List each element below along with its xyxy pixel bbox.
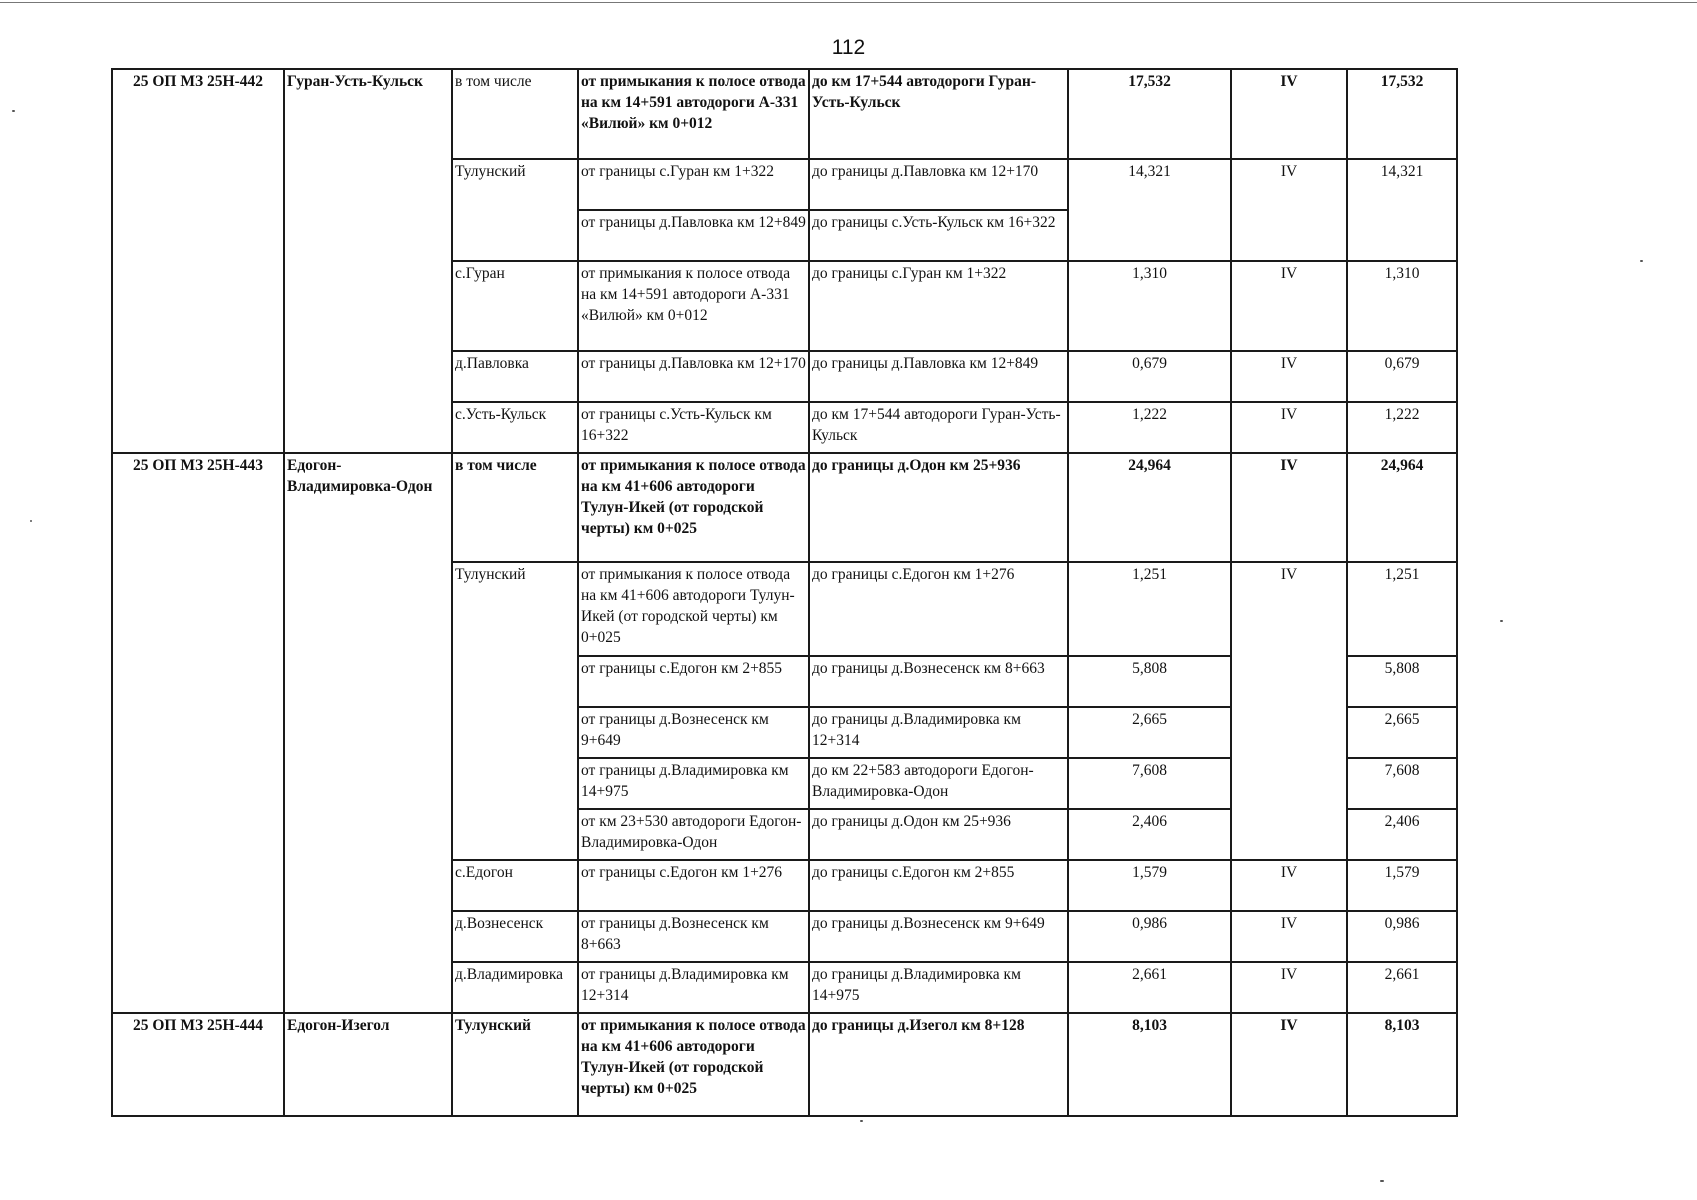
to-cell: до границы д.Изегол км 8+128 (809, 1013, 1068, 1116)
length-cell: 7,608 (1068, 758, 1231, 809)
total-cell: 0,679 (1347, 351, 1457, 402)
category-cell: IV (1231, 69, 1347, 159)
to-cell: до границы д.Вознесенск км 8+663 (809, 656, 1068, 707)
from-cell: от границы д.Владимировка км 12+314 (578, 962, 809, 1013)
total-cell: 2,661 (1347, 962, 1457, 1013)
category-cell: IV (1231, 962, 1347, 1013)
from-cell: от примыкания к полосе отвода на км 14+591 автодороги А-331 «Вилюй» км 0+012 (578, 69, 809, 159)
area-cell: Тулунский (452, 159, 578, 261)
length-cell: 14,321 (1068, 159, 1231, 261)
length-cell: 8,103 (1068, 1013, 1231, 1116)
from-cell: от границы с.Едогон км 2+855 (578, 656, 809, 707)
area-cell: д.Павловка (452, 351, 578, 402)
table-row (112, 453, 1457, 562)
scan-speck (1500, 620, 1503, 622)
to-cell: до границы д.Одон км 25+936 (809, 453, 1068, 562)
category-cell: IV (1231, 1013, 1347, 1116)
total-cell: 1,310 (1347, 261, 1457, 351)
from-cell: от границы с.Усть-Кульск км 16+322 (578, 402, 809, 453)
from-cell: от км 23+530 автодороги Едогон-Владимировка-Одон (578, 809, 809, 860)
total-cell: 2,406 (1347, 809, 1457, 860)
area-cell: в том числе (452, 69, 578, 159)
category-cell: IV (1231, 159, 1347, 261)
length-cell: 0,679 (1068, 351, 1231, 402)
from-cell: от примыкания к полосе отвода на км 41+606 автодороги Тулун-Икей (от городской черты) км 0+025 (578, 1013, 809, 1116)
road-code: 25 ОП МЗ 25Н-444 (112, 1013, 284, 1116)
table-row (112, 1013, 1457, 1116)
road-code: 25 ОП МЗ 25Н-443 (112, 453, 284, 1013)
to-cell: до границы д.Павловка км 12+170 (809, 159, 1068, 210)
to-cell: до границы д.Одон км 25+936 (809, 809, 1068, 860)
scan-speck (12, 110, 15, 112)
length-cell: 24,964 (1068, 453, 1231, 562)
road-code: 25 ОП МЗ 25Н-442 (112, 69, 284, 453)
road-name: Едогон-Изегол (284, 1013, 452, 1116)
from-cell: от границы с.Гуран км 1+322 (578, 159, 809, 210)
total-cell: 8,103 (1347, 1013, 1457, 1116)
area-cell: д.Вознесенск (452, 911, 578, 962)
to-cell: до км 22+583 автодороги Едогон-Владимировка-Одон (809, 758, 1068, 809)
from-cell: от границы д.Вознесенск км 9+649 (578, 707, 809, 758)
from-cell: от границы д.Вознесенск км 8+663 (578, 911, 809, 962)
total-cell: 1,579 (1347, 860, 1457, 911)
total-cell: 1,222 (1347, 402, 1457, 453)
area-cell: в том числе (452, 453, 578, 562)
total-cell: 1,251 (1347, 562, 1457, 656)
scan-speck (1380, 1180, 1384, 1182)
scan-speck (860, 1120, 863, 1122)
category-cell: IV (1231, 453, 1347, 562)
from-cell: от примыкания к полосе отвода на км 41+606 автодороги Тулун-Икей (от городской черты) км 0+025 (578, 453, 809, 562)
length-cell: 1,251 (1068, 562, 1231, 656)
to-cell: до границы с.Гуран км 1+322 (809, 261, 1068, 351)
scan-top-edge (0, 2, 1697, 3)
total-cell: 2,665 (1347, 707, 1457, 758)
category-cell: IV (1231, 402, 1347, 453)
length-cell: 2,661 (1068, 962, 1231, 1013)
table-row (112, 69, 1457, 159)
to-cell: до км 17+544 автодороги Гуран-Усть-Кульск (809, 402, 1068, 453)
category-cell: IV (1231, 351, 1347, 402)
to-cell: до границы с.Едогон км 1+276 (809, 562, 1068, 656)
length-cell: 1,579 (1068, 860, 1231, 911)
to-cell: до границы д.Владимировка км 12+314 (809, 707, 1068, 758)
from-cell: от границы д.Владимировка км 14+975 (578, 758, 809, 809)
from-cell: от примыкания к полосе отвода на км 14+591 автодороги А-331 «Вилюй» км 0+012 (578, 261, 809, 351)
total-cell: 7,608 (1347, 758, 1457, 809)
length-cell: 2,665 (1068, 707, 1231, 758)
to-cell: до границы д.Павловка км 12+849 (809, 351, 1068, 402)
length-cell: 1,222 (1068, 402, 1231, 453)
area-cell: д.Владимировка (452, 962, 578, 1013)
from-cell: от границы д.Павловка км 12+849 (578, 210, 809, 261)
to-cell: до км 17+544 автодороги Гуран-Усть-Кульск (809, 69, 1068, 159)
page-number: 112 (831, 36, 866, 59)
length-cell: 0,986 (1068, 911, 1231, 962)
road-name: Едогон-Владимировка-Одон (284, 453, 452, 1013)
to-cell: до границы с.Едогон км 2+855 (809, 860, 1068, 911)
total-cell: 0,986 (1347, 911, 1457, 962)
length-cell: 2,406 (1068, 809, 1231, 860)
area-cell: с.Усть-Кульск (452, 402, 578, 453)
length-cell: 1,310 (1068, 261, 1231, 351)
to-cell: до границы д.Вознесенск км 9+649 (809, 911, 1068, 962)
from-cell: от границы д.Павловка км 12+170 (578, 351, 809, 402)
total-cell: 14,321 (1347, 159, 1457, 261)
total-cell: 5,808 (1347, 656, 1457, 707)
category-cell: IV (1231, 860, 1347, 911)
roads-table (111, 68, 1458, 1117)
area-cell: с.Едогон (452, 860, 578, 911)
area-cell: Тулунский (452, 1013, 578, 1116)
area-cell: Тулунский (452, 562, 578, 860)
from-cell: от примыкания к полосе отвода на км 41+606 автодороги Тулун-Икей (от городской черты) км 0+025 (578, 562, 809, 656)
area-cell: с.Гуран (452, 261, 578, 351)
category-cell: IV (1231, 911, 1347, 962)
scan-speck (1640, 260, 1643, 262)
length-cell: 5,808 (1068, 656, 1231, 707)
scan-speck (30, 520, 32, 522)
total-cell: 17,532 (1347, 69, 1457, 159)
category-cell: IV (1231, 261, 1347, 351)
to-cell: до границы с.Усть-Кульск км 16+322 (809, 210, 1068, 261)
total-cell: 24,964 (1347, 453, 1457, 562)
length-cell: 17,532 (1068, 69, 1231, 159)
from-cell: от границы с.Едогон км 1+276 (578, 860, 809, 911)
to-cell: до границы д.Владимировка км 14+975 (809, 962, 1068, 1013)
road-name: Гуран-Усть-Кульск (284, 69, 452, 453)
category-cell: IV (1231, 562, 1347, 860)
